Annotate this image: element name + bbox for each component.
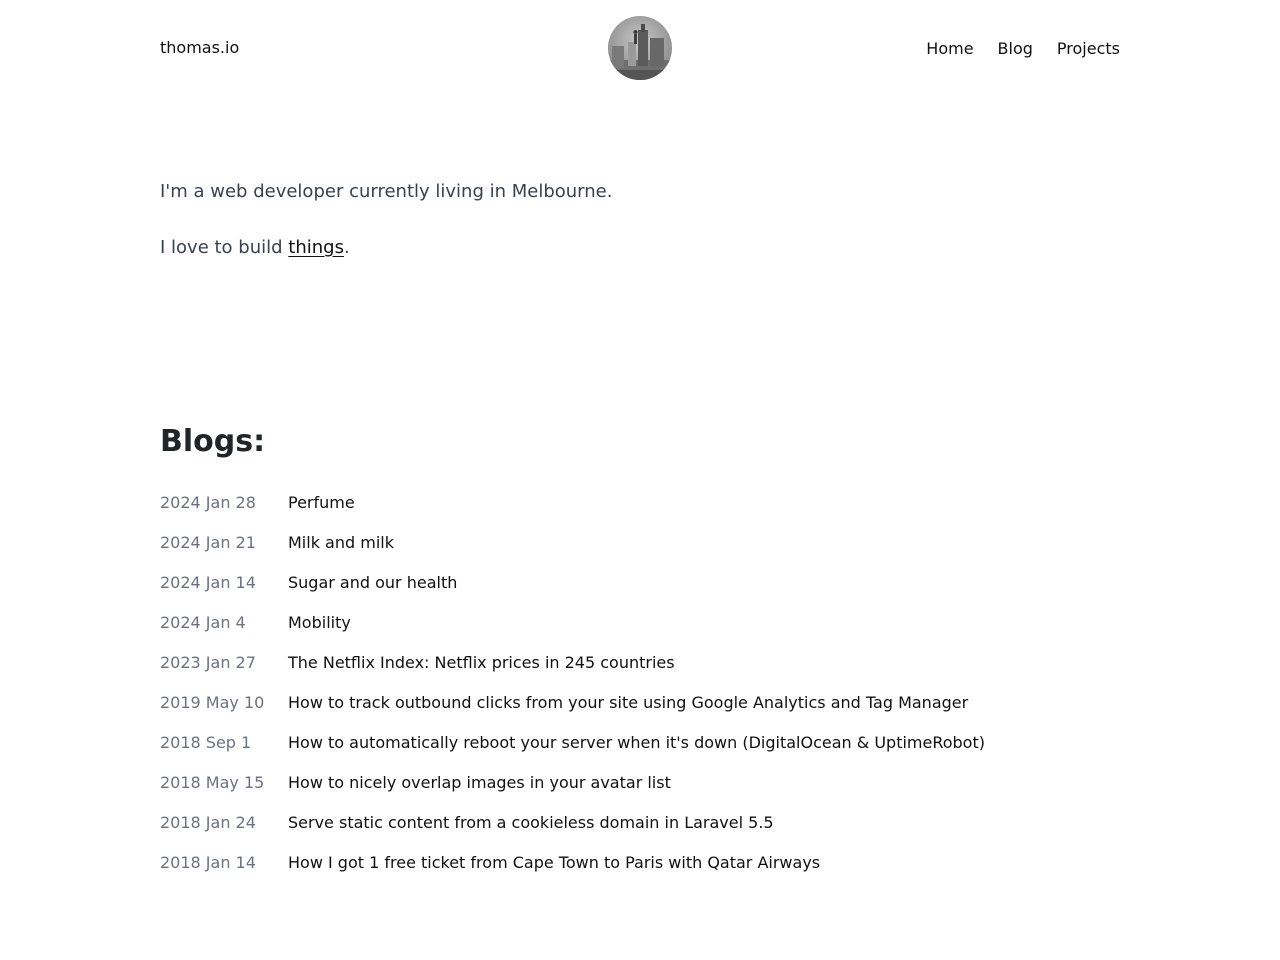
blog-list (160, 491, 985, 891)
blog-title-link[interactable]: Perfume (288, 493, 355, 512)
blog-title-link[interactable]: The Netflix Index: Netflix prices in 245 countries (288, 653, 675, 672)
blogs-heading: Blogs: (160, 424, 266, 459)
main-nav (926, 16, 1120, 80)
blog-title-link[interactable]: How to nicely overlap images in your avatar list (288, 773, 671, 792)
blog-title-link[interactable]: Milk and milk (288, 533, 394, 552)
blog-title-link[interactable]: Serve static content from a cookieless domain in Laravel 5.5 (288, 813, 774, 832)
blog-list-item (160, 731, 985, 771)
blog-list-item (160, 691, 985, 731)
blog-date: 2023 Jan 27 (160, 653, 256, 672)
nav-projects-link[interactable]: Projects (1056, 38, 1120, 58)
intro-line-2-suffix: . (343, 237, 350, 258)
blog-list-item (160, 851, 985, 891)
blog-date: 2024 Jan 21 (160, 533, 256, 552)
blog-date: 2018 Sep 1 (160, 733, 252, 752)
blog-title-link[interactable]: How I got 1 free ticket from Cape Town to Paris with Qatar Airways (288, 853, 821, 872)
blog-list-item (160, 571, 985, 611)
blog-date: 2018 May 15 (160, 773, 265, 792)
blog-title-link[interactable]: Mobility (288, 613, 351, 632)
avatar[interactable] (608, 16, 672, 80)
site-header (160, 16, 1120, 80)
blog-title-link[interactable]: How to automatically reboot your server when it's down (DigitalOcean & UptimeRobot) (288, 733, 985, 752)
nav-home-link[interactable]: Home (926, 38, 974, 58)
blog-list-item (160, 531, 985, 571)
avatar-photo-icon (608, 16, 672, 80)
blogs-section (160, 420, 1120, 872)
blog-date: 2024 Jan 28 (160, 493, 256, 512)
blog-date: 2018 Jan 24 (160, 813, 256, 832)
intro-line-2-prefix: I love to build (160, 237, 289, 258)
blog-title-link[interactable]: Sugar and our health (288, 573, 458, 592)
site-name-link[interactable]: thomas.io (160, 38, 240, 57)
intro-line-2 (160, 234, 1120, 262)
blog-date: 2019 May 10 (160, 693, 265, 712)
blog-list-item (160, 611, 985, 651)
blog-title-link[interactable]: How to track outbound clicks from your site using Google Analytics and Tag Manager (288, 693, 969, 712)
intro-line-1: I'm a web developer currently living in Melbourne. (160, 181, 613, 202)
blog-list-item (160, 651, 985, 691)
blog-list-item (160, 811, 985, 851)
blog-list-item (160, 491, 985, 531)
blog-date: 2018 Jan 14 (160, 853, 256, 872)
intro (160, 178, 1120, 262)
nav-blog-link[interactable]: Blog (997, 38, 1033, 58)
blog-date: 2024 Jan 14 (160, 573, 256, 592)
blog-list-item (160, 771, 985, 811)
things-link[interactable]: things (288, 237, 344, 258)
blog-date: 2024 Jan 4 (160, 613, 246, 632)
